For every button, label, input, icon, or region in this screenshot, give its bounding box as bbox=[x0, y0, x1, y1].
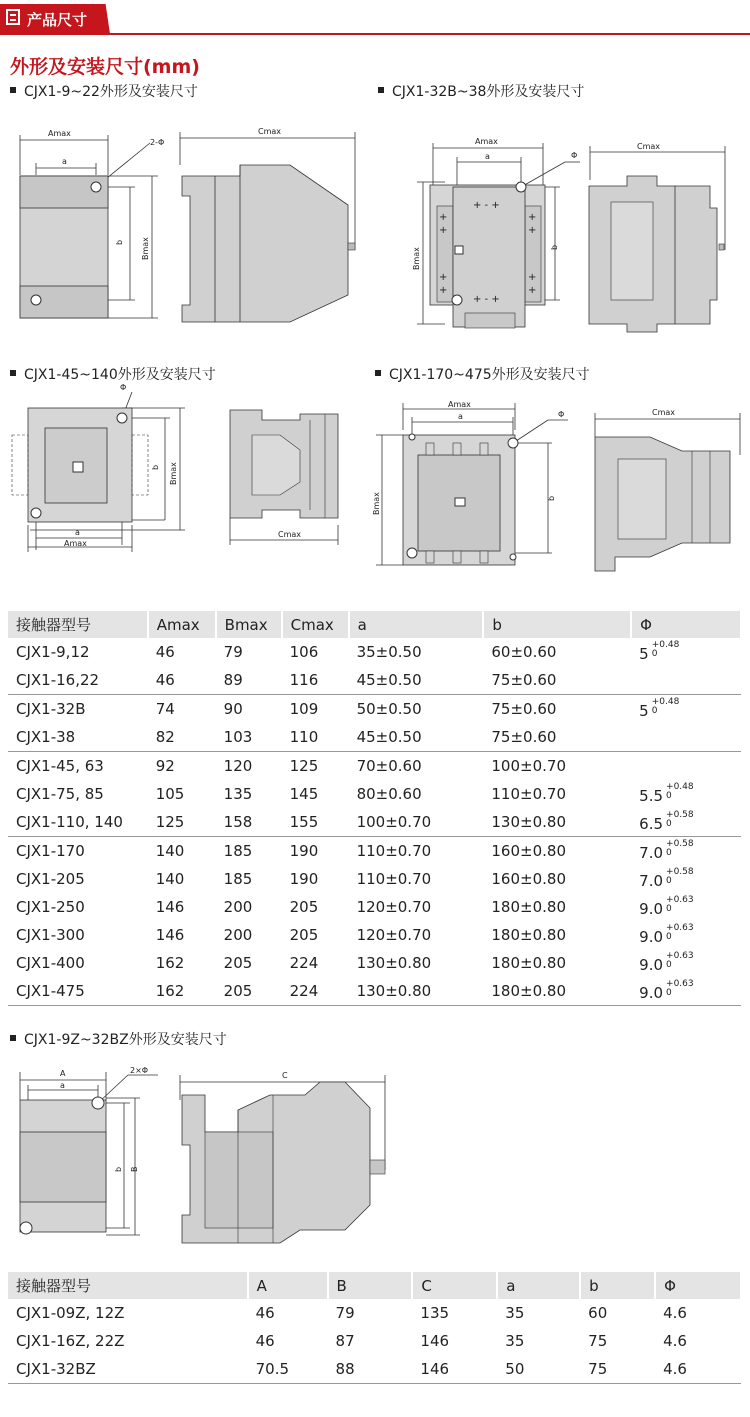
cell-phi bbox=[631, 666, 741, 695]
cell-bmax: 90 bbox=[216, 695, 282, 724]
cell-b: 75±0.60 bbox=[483, 695, 631, 724]
cell-bmax: 89 bbox=[223, 671, 243, 689]
table-row bbox=[8, 865, 741, 893]
cell-phi bbox=[631, 780, 741, 808]
phi-value: 9.0 bbox=[639, 956, 664, 974]
cell-bmax: 185 bbox=[216, 837, 282, 866]
phi-tolerance bbox=[666, 896, 694, 914]
diagram-cjx1-170-475 bbox=[370, 395, 745, 580]
cell-amax: 146 bbox=[155, 926, 185, 944]
cell-cmax: 125 bbox=[282, 752, 349, 781]
cell-bmax: 205 bbox=[223, 954, 253, 972]
t2-col-A-header: A bbox=[248, 1272, 328, 1299]
table-row bbox=[8, 949, 741, 977]
cell-b: 180±0.80 bbox=[491, 954, 566, 972]
phi-value: 7.0 bbox=[639, 844, 664, 862]
cell-a: 50±0.50 bbox=[349, 695, 484, 724]
table-row bbox=[8, 666, 741, 695]
col-a-header: a bbox=[349, 611, 484, 638]
tolerance-lower: 0 bbox=[666, 819, 672, 829]
d1-b-label: b bbox=[115, 239, 124, 245]
cell-b: 75±0.60 bbox=[491, 728, 557, 746]
diagram-cjx1-9z-32bz bbox=[0, 1060, 400, 1250]
cell-phi bbox=[631, 949, 741, 977]
cell-phi bbox=[631, 977, 741, 1006]
d3-amax-label: Amax bbox=[64, 539, 87, 548]
cell-a: 35 bbox=[505, 1332, 525, 1350]
cell-cmax: 224 bbox=[282, 977, 349, 1006]
cell-a: 120±0.70 bbox=[356, 926, 432, 944]
cell-model: CJX1-400 bbox=[16, 954, 85, 972]
cell-b: 79 bbox=[335, 1304, 355, 1322]
dimension-table-2 bbox=[8, 1272, 742, 1384]
d5-B-label: B bbox=[130, 1166, 139, 1172]
cell-bmax: 200 bbox=[223, 926, 253, 944]
table-row bbox=[8, 893, 741, 921]
cell-a: 80±0.60 bbox=[356, 785, 422, 803]
cell-model: CJX1-250 bbox=[16, 898, 85, 916]
phi-value: 9.0 bbox=[639, 984, 664, 1002]
cell-model: CJX1-45, 63 bbox=[8, 752, 148, 781]
cell-model: CJX1-32BZ bbox=[8, 1355, 248, 1384]
cell-model: CJX1-170 bbox=[8, 837, 148, 866]
d4-cmax-label: Cmax bbox=[652, 408, 676, 417]
d4-amax-label: Amax bbox=[448, 400, 471, 409]
cell-a: 70±0.60 bbox=[349, 752, 484, 781]
cell-a: 45±0.50 bbox=[356, 728, 422, 746]
cell-c: 146 bbox=[420, 1332, 450, 1350]
d5-A-label: A bbox=[60, 1069, 66, 1078]
cell-model: CJX1-09Z, 12Z bbox=[16, 1304, 125, 1322]
cell-b: 88 bbox=[328, 1355, 413, 1384]
svg-text:+: + bbox=[439, 272, 448, 283]
page-title: 外形及安装尺寸(mm) bbox=[10, 56, 200, 78]
cell-a: 130±0.80 bbox=[349, 977, 484, 1006]
cell-a: 110±0.70 bbox=[356, 870, 432, 888]
tolerance-upper: +0.48 bbox=[666, 782, 694, 792]
tolerance-upper: +0.48 bbox=[651, 640, 680, 650]
cell-c: 146 bbox=[412, 1355, 497, 1384]
cell-phi bbox=[631, 638, 741, 666]
d2-b-label: b bbox=[550, 244, 559, 250]
cell-c: 135 bbox=[420, 1304, 450, 1322]
cell-phi: 4.6 bbox=[663, 1332, 687, 1350]
caption-d3: CJX1-45~140外形及安装尺寸 bbox=[10, 364, 216, 384]
t2-col-phi-header: Φ bbox=[655, 1272, 741, 1299]
tolerance-lower: 0 bbox=[651, 706, 658, 716]
svg-text:+: + bbox=[439, 212, 448, 223]
cell-phi bbox=[631, 921, 741, 949]
t2-col-b-header: b bbox=[580, 1272, 655, 1299]
cell-model: CJX1-475 bbox=[8, 977, 148, 1006]
phi-tolerance bbox=[666, 952, 694, 970]
cell-cmax: 190 bbox=[289, 870, 319, 888]
cell-a: 120±0.70 bbox=[356, 898, 432, 916]
col-amax-header: Amax bbox=[148, 611, 216, 638]
caption-d2: CJX1-32B~38外形及安装尺寸 bbox=[378, 81, 584, 101]
d3-a-label: a bbox=[75, 528, 80, 537]
cell-cmax: 205 bbox=[289, 898, 319, 916]
col-b-header: b bbox=[483, 611, 631, 638]
cell-a: 35 bbox=[505, 1304, 525, 1322]
tolerance-lower: 0 bbox=[666, 848, 672, 858]
cell-b: 75±0.60 bbox=[491, 671, 557, 689]
phi-value: 9.0 bbox=[639, 928, 664, 946]
cell-cmax: 106 bbox=[289, 643, 319, 661]
table-row bbox=[8, 638, 741, 666]
document-icon bbox=[6, 9, 20, 25]
cell-bmax: 185 bbox=[223, 870, 253, 888]
cell-phi bbox=[631, 837, 741, 866]
t2-col-a-header: a bbox=[497, 1272, 580, 1299]
phi-tolerance bbox=[666, 811, 694, 829]
table-row bbox=[8, 837, 741, 866]
cell-a: 46 bbox=[255, 1332, 275, 1350]
svg-text:+: + bbox=[439, 285, 448, 296]
d1-a-label: a bbox=[62, 157, 67, 166]
table-row bbox=[8, 752, 741, 781]
phi-tolerance bbox=[666, 783, 694, 801]
cell-phi bbox=[631, 695, 741, 724]
cell-model: CJX1-205 bbox=[16, 870, 85, 888]
cell-b: 180±0.80 bbox=[491, 926, 566, 944]
col-bmax-header: Bmax bbox=[216, 611, 282, 638]
phi-tolerance bbox=[652, 698, 680, 716]
cell-cmax: 110 bbox=[289, 728, 319, 746]
t2-col-C-header: C bbox=[412, 1272, 497, 1299]
phi-value: 5.5 bbox=[639, 787, 664, 805]
svg-text:+: + bbox=[439, 225, 448, 236]
cell-bmax: 79 bbox=[223, 643, 243, 661]
table-row bbox=[8, 808, 741, 837]
caption-d1: CJX1-9~22外形及安装尺寸 bbox=[10, 81, 198, 101]
cell-bmax: 103 bbox=[223, 728, 253, 746]
table-row bbox=[8, 921, 741, 949]
cell-amax: 125 bbox=[155, 813, 185, 831]
d4-b-label: b bbox=[547, 495, 556, 501]
cell-amax: 105 bbox=[155, 785, 185, 803]
cell-phi bbox=[631, 723, 741, 752]
cell-bmax: 135 bbox=[223, 785, 253, 803]
tolerance-upper: +0.63 bbox=[666, 951, 694, 961]
tolerance-lower: 0 bbox=[651, 649, 658, 659]
table-header-row bbox=[8, 611, 741, 638]
d5-a-label: a bbox=[60, 1081, 65, 1090]
tolerance-lower: 0 bbox=[666, 791, 672, 801]
cell-phi: 4.6 bbox=[663, 1304, 687, 1322]
cell-a: 35±0.50 bbox=[356, 643, 422, 661]
tolerance-upper: +0.48 bbox=[651, 697, 680, 707]
cell-amax: 140 bbox=[148, 837, 216, 866]
phi-tolerance bbox=[666, 840, 694, 858]
cell-phi bbox=[631, 752, 741, 781]
phi-tolerance bbox=[666, 868, 694, 886]
tolerance-lower: 0 bbox=[666, 960, 672, 970]
tolerance-upper: +0.58 bbox=[666, 839, 694, 849]
cell-a: 110±0.70 bbox=[349, 837, 484, 866]
d1-amax-label: Amax bbox=[48, 129, 71, 138]
tolerance-lower: 0 bbox=[666, 876, 672, 886]
cell-cmax: 205 bbox=[289, 926, 319, 944]
section-header bbox=[0, 0, 750, 36]
table-row bbox=[8, 1355, 741, 1384]
cell-model: CJX1-75, 85 bbox=[16, 785, 104, 803]
d2-bmax-label: Bmax bbox=[412, 247, 421, 270]
cell-model: CJX1-110, 140 bbox=[16, 813, 123, 831]
caption-d4: CJX1-170~475外形及安装尺寸 bbox=[375, 364, 590, 384]
diagram-cjx1-32b-38 bbox=[375, 110, 745, 340]
tolerance-upper: +0.58 bbox=[666, 867, 694, 877]
caption-d5: CJX1-9Z~32BZ外形及安装尺寸 bbox=[10, 1029, 227, 1049]
svg-text:+: + bbox=[528, 212, 537, 223]
cell-bmax: 200 bbox=[223, 898, 253, 916]
cell-bmax: 158 bbox=[223, 813, 253, 831]
cell-b: 87 bbox=[335, 1332, 355, 1350]
d1-cmax-label: Cmax bbox=[258, 127, 282, 136]
tolerance-lower: 0 bbox=[666, 932, 672, 942]
tolerance-upper: +0.63 bbox=[666, 895, 694, 905]
cell-a: 45±0.50 bbox=[356, 671, 422, 689]
d4-a-label: a bbox=[458, 412, 463, 421]
cell-amax: 46 bbox=[155, 643, 175, 661]
col-cmax-header: Cmax bbox=[282, 611, 349, 638]
table-row bbox=[8, 1299, 741, 1327]
d2-hole-label: Φ bbox=[571, 151, 578, 160]
phi-value: 9.0 bbox=[639, 900, 664, 918]
t2-col-model-header: 接触器型号 bbox=[8, 1272, 248, 1299]
svg-text:+ - +: + - + bbox=[473, 294, 500, 305]
cell-b: 130±0.80 bbox=[491, 813, 566, 831]
tolerance-upper: +0.63 bbox=[666, 979, 694, 989]
table-row bbox=[8, 780, 741, 808]
svg-text:+ - +: + - + bbox=[473, 200, 500, 211]
svg-text:+: + bbox=[528, 272, 537, 283]
d2-cmax-label: Cmax bbox=[637, 142, 661, 151]
cell-cmax: 109 bbox=[282, 695, 349, 724]
d4-bmax-label: Bmax bbox=[372, 492, 381, 515]
tolerance-lower: 0 bbox=[666, 904, 672, 914]
col-phi-header: Φ bbox=[631, 611, 741, 638]
svg-text:+: + bbox=[528, 285, 537, 296]
cell-b: 60±0.60 bbox=[491, 643, 557, 661]
svg-text:+: + bbox=[528, 225, 537, 236]
col-model-header: 接触器型号 bbox=[8, 611, 148, 638]
cell-bmax: 205 bbox=[216, 977, 282, 1006]
cell-b: 110±0.70 bbox=[491, 785, 566, 803]
table-row bbox=[8, 1327, 741, 1355]
cell-cmax: 116 bbox=[289, 671, 319, 689]
cell-b: 100±0.70 bbox=[483, 752, 631, 781]
d2-a-label: a bbox=[485, 152, 490, 161]
cell-amax: 162 bbox=[148, 977, 216, 1006]
cell-model: CJX1-16,22 bbox=[16, 671, 100, 689]
cell-a: 70.5 bbox=[248, 1355, 328, 1384]
d5-hole-label: 2×Φ bbox=[130, 1066, 149, 1075]
d3-cmax-label: Cmax bbox=[278, 530, 302, 539]
cell-amax: 46 bbox=[155, 671, 175, 689]
d3-hole-label: Φ bbox=[120, 383, 127, 392]
cell-b: 180±0.80 bbox=[491, 898, 566, 916]
d3-bmax-label: Bmax bbox=[169, 462, 178, 485]
cell-model: CJX1-16Z, 22Z bbox=[16, 1332, 125, 1350]
cell-b: 180±0.80 bbox=[483, 977, 631, 1006]
phi-value: 5 bbox=[639, 645, 649, 663]
cell-a: 46 bbox=[255, 1304, 275, 1322]
cell-b: 60 bbox=[588, 1304, 608, 1322]
dimension-table-1 bbox=[8, 611, 742, 1006]
cell-amax: 74 bbox=[148, 695, 216, 724]
phi-value: 6.5 bbox=[639, 815, 664, 833]
table-row bbox=[8, 977, 741, 1006]
cell-phi bbox=[631, 865, 741, 893]
header-tab-label: 产品尺寸 bbox=[27, 11, 88, 29]
d3-b-label: b bbox=[151, 464, 160, 470]
table2-header-row bbox=[8, 1272, 741, 1299]
cell-phi bbox=[631, 808, 741, 837]
phi-tolerance bbox=[652, 641, 680, 659]
diagram-cjx1-9-22 bbox=[0, 110, 370, 335]
cell-cmax: 190 bbox=[282, 837, 349, 866]
cell-b: 160±0.80 bbox=[483, 837, 631, 866]
t2-col-B-header: B bbox=[328, 1272, 413, 1299]
d1-hole-label: 2-Φ bbox=[150, 138, 165, 147]
table-row bbox=[8, 695, 741, 724]
cell-cmax: 155 bbox=[289, 813, 319, 831]
cell-b: 75 bbox=[588, 1332, 608, 1350]
cell-a: 50 bbox=[497, 1355, 580, 1384]
cell-amax: 146 bbox=[155, 898, 185, 916]
cell-b: 75 bbox=[580, 1355, 655, 1384]
cell-amax: 92 bbox=[148, 752, 216, 781]
d5-b-label: b bbox=[114, 1166, 123, 1172]
cell-model: CJX1-9,12 bbox=[16, 643, 90, 661]
header-rule bbox=[0, 33, 750, 35]
d4-hole-label: Φ bbox=[558, 410, 565, 419]
d1-bmax-label: Bmax bbox=[141, 237, 150, 260]
cell-model: CJX1-38 bbox=[16, 728, 76, 746]
cell-cmax: 224 bbox=[289, 954, 319, 972]
phi-value: 7.0 bbox=[639, 872, 664, 890]
phi-tolerance bbox=[666, 924, 694, 942]
cell-model: CJX1-32B bbox=[8, 695, 148, 724]
phi-tolerance bbox=[666, 980, 694, 998]
cell-a: 130±0.80 bbox=[356, 954, 432, 972]
tolerance-lower: 0 bbox=[666, 988, 672, 998]
table-row bbox=[8, 723, 741, 752]
d2-amax-label: Amax bbox=[475, 137, 498, 146]
cell-amax: 140 bbox=[155, 870, 185, 888]
cell-amax: 82 bbox=[155, 728, 175, 746]
cell-model: CJX1-300 bbox=[16, 926, 85, 944]
cell-cmax: 145 bbox=[289, 785, 319, 803]
cell-b: 160±0.80 bbox=[491, 870, 566, 888]
cell-phi: 4.6 bbox=[655, 1355, 741, 1384]
d5-C-label: C bbox=[282, 1071, 288, 1080]
cell-a: 100±0.70 bbox=[356, 813, 432, 831]
tolerance-upper: +0.63 bbox=[666, 923, 694, 933]
cell-bmax: 120 bbox=[216, 752, 282, 781]
phi-value: 5 bbox=[639, 702, 649, 720]
cell-phi bbox=[631, 893, 741, 921]
cell-amax: 162 bbox=[155, 954, 185, 972]
tolerance-upper: +0.58 bbox=[666, 810, 694, 820]
diagram-cjx1-45-140 bbox=[0, 380, 370, 560]
